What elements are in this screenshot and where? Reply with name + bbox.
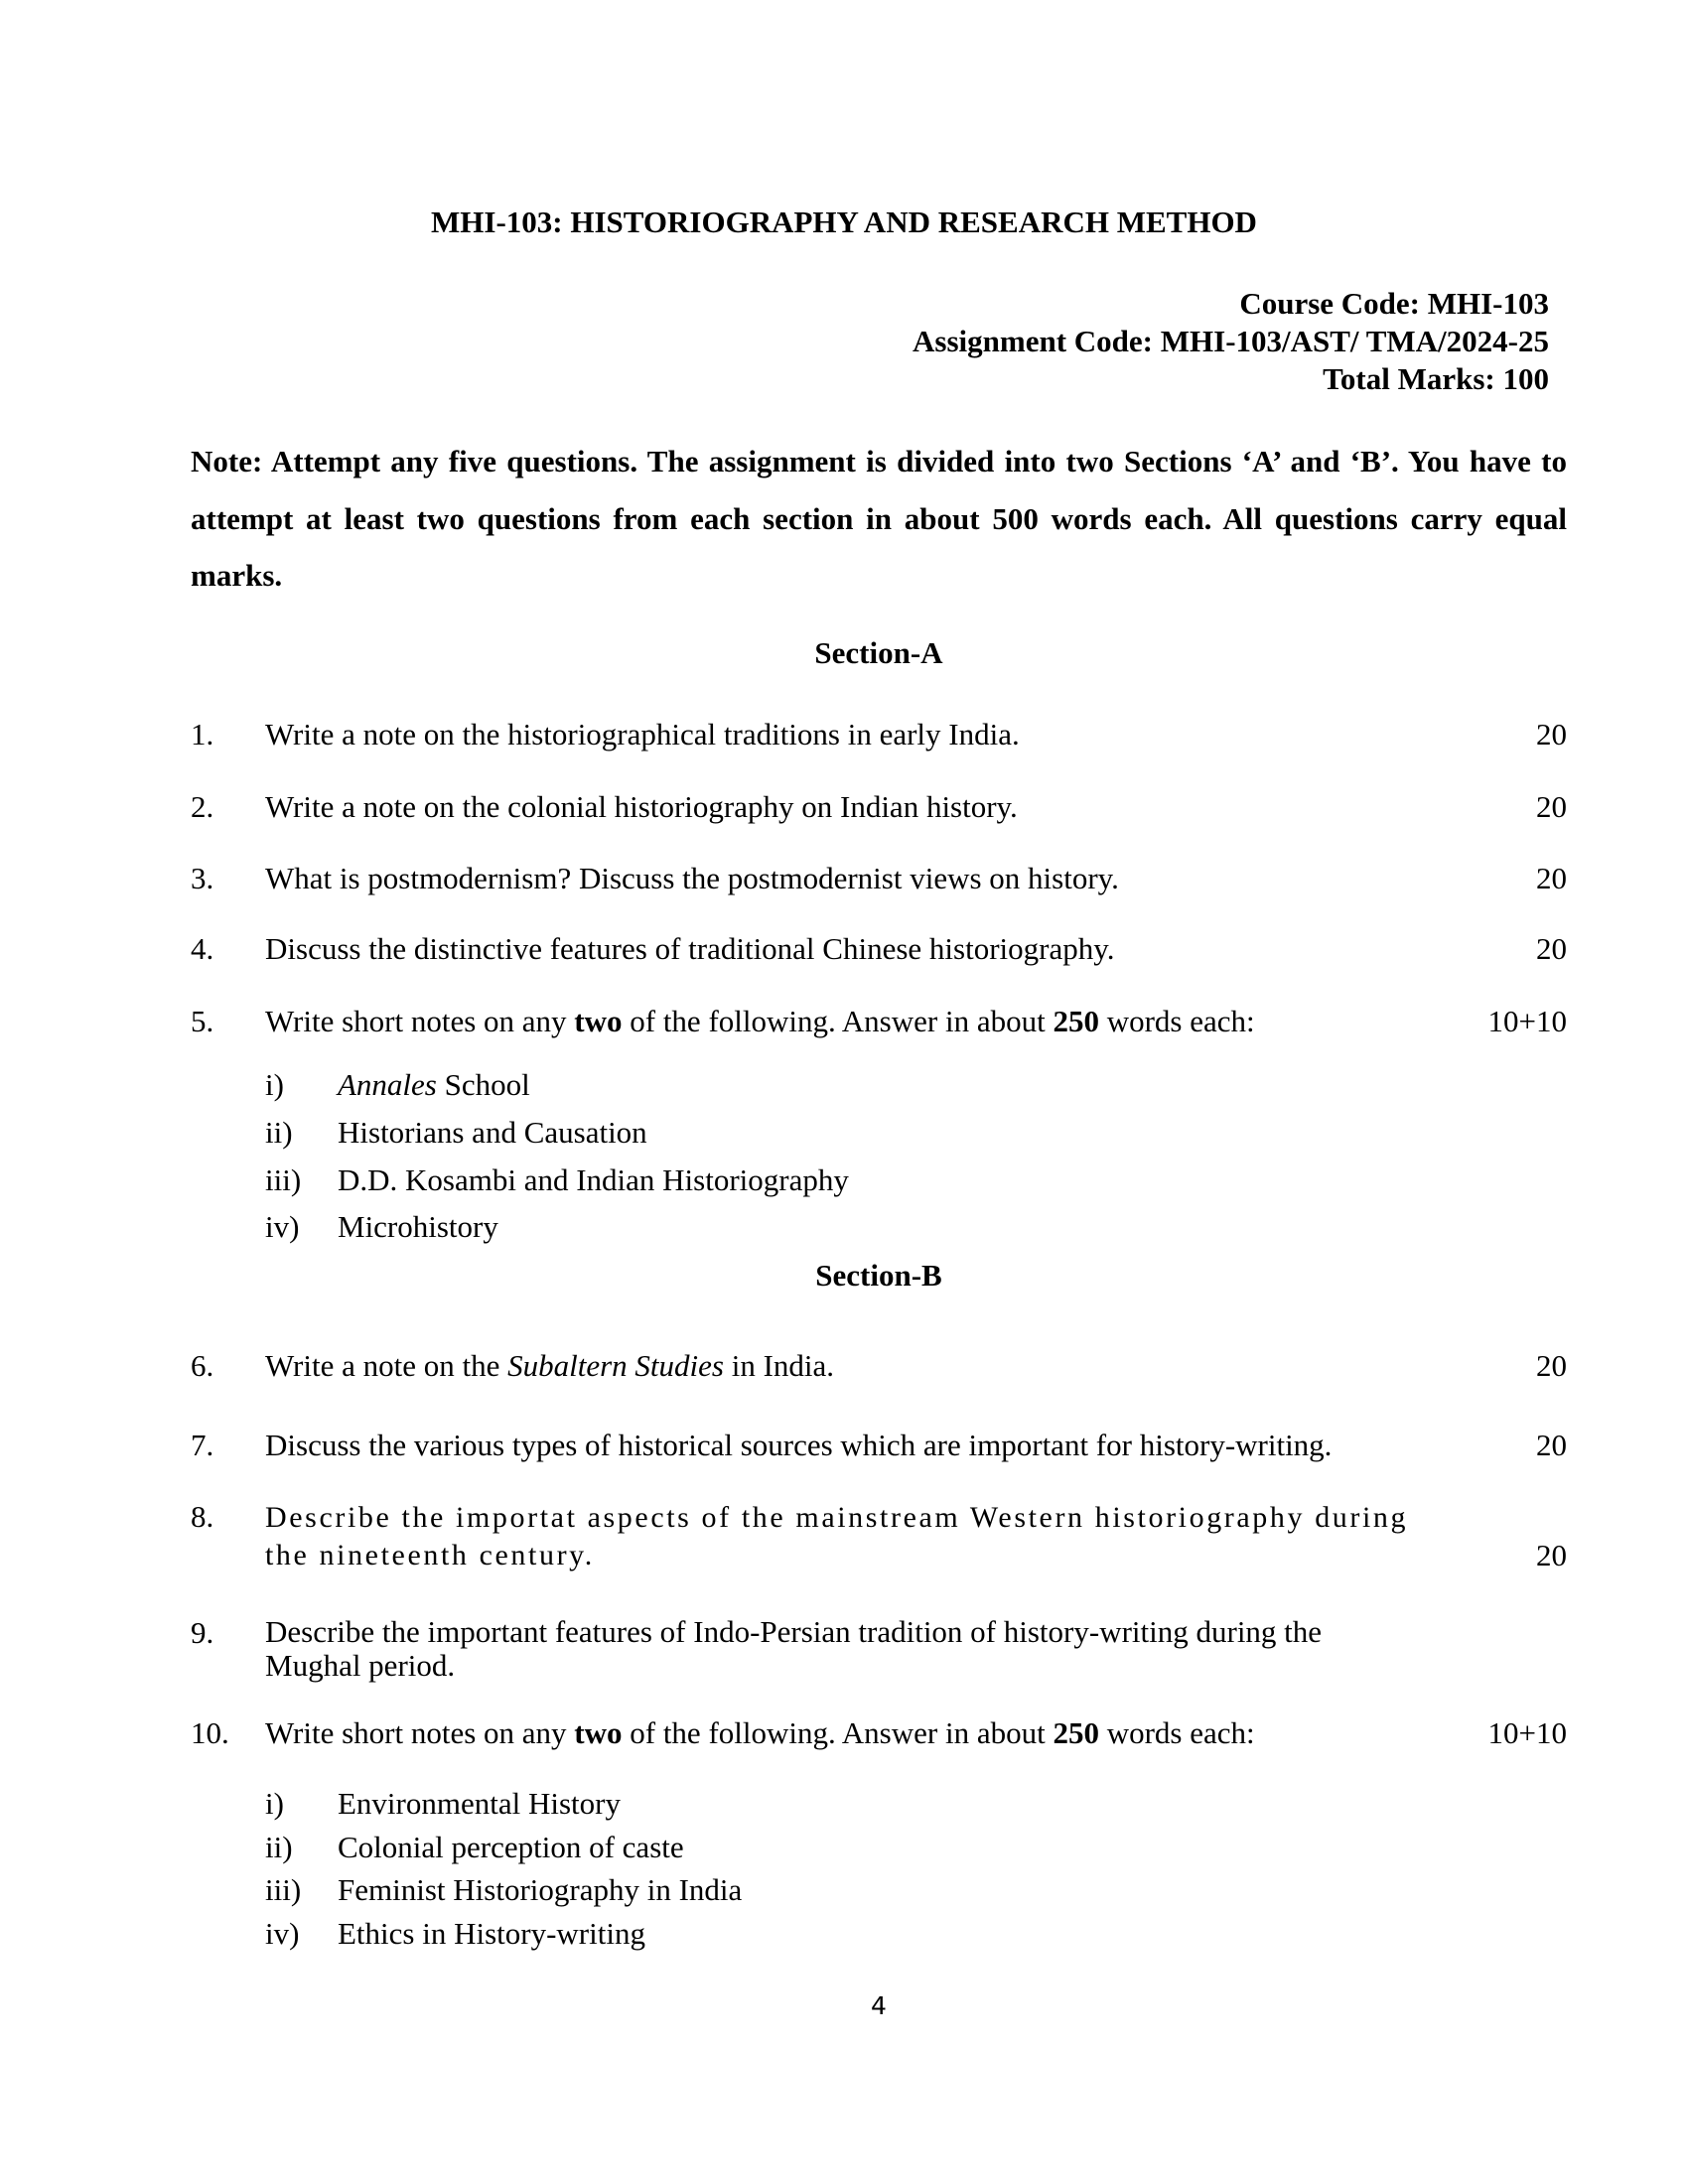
subitem-text: Historians and Causation <box>338 1115 647 1150</box>
text-segment: School <box>436 1067 530 1102</box>
question-number: 9. <box>191 1615 214 1650</box>
italic-term: Annales <box>338 1067 437 1102</box>
emphasis-word-count: 250 <box>1053 1004 1099 1038</box>
question-text-line: Mughal period. <box>265 1648 456 1683</box>
question-number: 5. <box>191 1004 214 1038</box>
emphasis-word-count: 250 <box>1053 1715 1099 1750</box>
text-segment: in India. <box>723 1348 835 1383</box>
subitem-number: ii) <box>265 1115 293 1150</box>
question-text: Discuss the various types of historical sources which are important for history-writing. <box>265 1428 1333 1462</box>
subitem-text <box>338 1067 530 1103</box>
question-text-line: Describe the importat aspects of the mainstream Western historiography during <box>265 1501 1409 1534</box>
question-text-line: Describe the important features of Indo-Persian tradition of history-writing during the <box>265 1614 1323 1649</box>
question-text: What is postmodernism? Discuss the postmodernist views on history. <box>265 861 1119 895</box>
assignment-code: Assignment Code: MHI-103/AST/ TMA/2024-25 <box>913 324 1549 358</box>
question-text: Write a note on the colonial historiography on Indian history. <box>265 789 1018 824</box>
question-text-line: the nineteenth century. <box>265 1539 595 1571</box>
question-number: 6. <box>191 1348 214 1383</box>
emphasis-two: two <box>574 1004 623 1038</box>
italic-term: Subaltern Studies <box>507 1348 724 1383</box>
subitem-number: i) <box>265 1786 284 1821</box>
text-segment: words each: <box>1098 1004 1255 1038</box>
question-text <box>265 1004 1255 1039</box>
question-marks: 10+10 <box>1487 1004 1567 1038</box>
total-marks: Total Marks: 100 <box>1323 361 1549 396</box>
question-number: 2. <box>191 789 214 824</box>
question-number: 8. <box>191 1499 214 1534</box>
subitem-text: Microhistory <box>338 1209 498 1244</box>
text-segment: Write short notes on any <box>265 1715 575 1750</box>
question-marks: 20 <box>1536 931 1567 966</box>
course-code: Course Code: MHI-103 <box>1239 286 1549 321</box>
question-marks: 20 <box>1536 1428 1567 1462</box>
section-a-heading: Section-A <box>814 635 943 670</box>
question-marks: 20 <box>1536 861 1567 895</box>
question-text <box>265 1715 1255 1751</box>
text-segment: Write short notes on any <box>265 1004 575 1038</box>
subitem-number: ii) <box>265 1830 293 1864</box>
subitem-number: i) <box>265 1067 284 1102</box>
question-text: Write a note on the historiographical traditions in early India. <box>265 717 1020 751</box>
subitem-number: iii) <box>265 1872 302 1907</box>
text-segment: of the following. Answer in about <box>622 1004 1054 1038</box>
question-number: 7. <box>191 1428 214 1462</box>
question-text <box>265 1499 1457 1574</box>
text-segment: Write a note on the <box>265 1348 508 1383</box>
subitem-number: iv) <box>265 1916 300 1951</box>
subitem-text: Feminist Historiography in India <box>338 1872 743 1907</box>
page-number: 4 <box>871 1991 887 2020</box>
question-marks: 20 <box>1536 717 1567 751</box>
subitem-text: Environmental History <box>338 1786 621 1821</box>
question-marks: 10+10 <box>1487 1715 1567 1750</box>
subitem-text: Ethics in History-writing <box>338 1916 645 1951</box>
question-text <box>265 1348 834 1384</box>
subitem-text: Colonial perception of caste <box>338 1830 684 1864</box>
question-marks: 20 <box>1536 1348 1567 1383</box>
instructions-note: Note: Attempt any five questions. The assignment is divided into two Sections ‘A’ and ‘B’. You have to attempt at least two questions from each section in about 500 words each. All questions carry equal marks. <box>191 444 1567 593</box>
question-marks: 20 <box>1536 1538 1567 1572</box>
question-text: Discuss the distinctive features of traditional Chinese historiography. <box>265 931 1115 966</box>
text-segment: words each: <box>1098 1715 1255 1750</box>
subitem-number: iv) <box>265 1209 300 1244</box>
question-number: 1. <box>191 717 214 751</box>
subitem-number: iii) <box>265 1162 302 1197</box>
question-number: 3. <box>191 861 214 895</box>
document-title: MHI-103: HISTORIOGRAPHY AND RESEARCH METHOD <box>431 205 1257 239</box>
question-text <box>265 1615 1457 1683</box>
text-segment: of the following. Answer in about <box>622 1715 1054 1750</box>
subitem-text: D.D. Kosambi and Indian Historiography <box>338 1162 849 1197</box>
emphasis-two: two <box>574 1715 623 1750</box>
question-marks: 20 <box>1536 789 1567 824</box>
question-number: 10. <box>191 1715 229 1750</box>
question-number: 4. <box>191 931 214 966</box>
section-b-heading: Section-B <box>815 1258 942 1293</box>
